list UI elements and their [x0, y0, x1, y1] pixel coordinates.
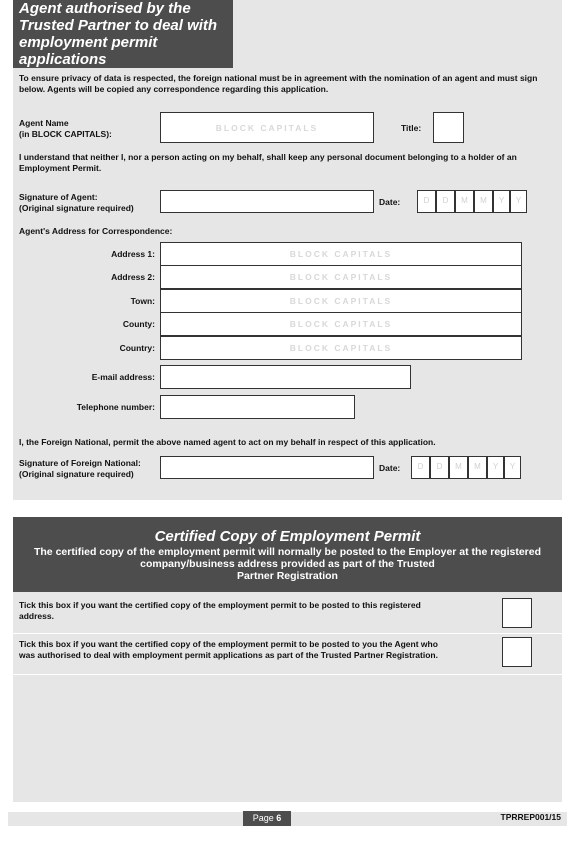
section-title-agent	[13, 0, 233, 68]
agent-name-placeholder: BLOCK CAPITALS	[215, 123, 319, 133]
title-line-1: Agent authorised by the	[19, 0, 191, 17]
agent-name-label	[19, 118, 112, 139]
fn-signature-label-line2: (Original signature required)	[19, 468, 134, 479]
county-label: County:	[122, 319, 155, 329]
understanding-statement: I understand that neither I, nor a person acting on my behalf, shall keep any personal document belonging to a holder of an Employment Permit.	[19, 152, 517, 173]
email-label: E-mail address:	[91, 372, 155, 382]
address-1-label: Address 1:	[111, 249, 155, 259]
page-number: 6	[276, 813, 282, 823]
tick-option-2-line1: Tick this box if you want the certified copy of the employment permit to be posted to you the Agent who	[19, 639, 438, 649]
fn-date-day-2[interactable]: D	[430, 456, 449, 479]
agent-date-field	[417, 190, 527, 213]
tick-option-1-line1: Tick this box if you want the certified copy of the employment permit to be posted to this registered	[19, 600, 421, 610]
fn-date-year-2[interactable]: Y	[504, 456, 521, 479]
fn-date-label: Date:	[379, 463, 401, 473]
fn-signature-field[interactable]	[160, 456, 374, 479]
fn-signature-label-line1: Signature of Foreign National:	[19, 458, 141, 468]
country-label: Country:	[119, 343, 155, 353]
certified-copy-panel	[13, 592, 562, 802]
agent-signature-label-line2: (Original signature required)	[19, 202, 134, 213]
agent-signature-label-line1: Signature of Agent:	[19, 192, 98, 202]
country-field[interactable]	[160, 336, 522, 360]
town-field[interactable]	[160, 289, 522, 313]
tick-option-2-line2: was authorised to deal with employment permit applications as part of the Trusted Partner Registration.	[19, 649, 438, 660]
agent-date-month-2[interactable]: M	[474, 190, 493, 213]
agent-date-year-1[interactable]: Y	[493, 190, 510, 213]
telephone-label: Telephone number:	[76, 402, 155, 412]
fn-signature-label	[19, 458, 141, 479]
title-line-3: employment permit	[19, 34, 158, 51]
tick-option-1-line2: address.	[19, 610, 54, 621]
fn-date-month-1[interactable]: M	[449, 456, 468, 479]
certified-copy-sub-line3: Partner Registration	[237, 570, 338, 582]
tick-divider	[13, 633, 562, 634]
town-placeholder: BLOCK CAPITALS	[289, 296, 393, 306]
agent-date-year-2[interactable]: Y	[510, 190, 527, 213]
address-2-field[interactable]	[160, 265, 522, 289]
address-2-label: Address 2:	[111, 272, 155, 282]
agent-signature-label	[19, 192, 134, 213]
fn-date-year-1[interactable]: Y	[487, 456, 504, 479]
certified-copy-title: Certified Copy of Employment Permit	[154, 528, 421, 545]
tick-option-registered-address	[19, 600, 489, 621]
address-1-placeholder: BLOCK CAPITALS	[289, 249, 393, 259]
agent-name-label-line1: Agent Name	[19, 118, 69, 128]
tick-agent-checkbox[interactable]	[502, 637, 532, 667]
agent-signature-field[interactable]	[160, 190, 374, 213]
address-1-field[interactable]	[160, 242, 522, 266]
address-2-placeholder: BLOCK CAPITALS	[289, 272, 393, 282]
title-line-4: applications	[19, 51, 107, 68]
tick-registered-address-checkbox[interactable]	[502, 598, 532, 628]
tick-option-agent	[19, 639, 499, 660]
town-label: Town:	[130, 296, 155, 306]
agent-date-day-1[interactable]: D	[417, 190, 436, 213]
page-label: Page	[252, 813, 274, 823]
county-field[interactable]	[160, 312, 522, 336]
telephone-field[interactable]	[160, 395, 355, 419]
country-placeholder: BLOCK CAPITALS	[289, 343, 393, 353]
agent-date-label: Date:	[379, 197, 401, 207]
fn-date-field	[411, 456, 521, 479]
fn-date-day-1[interactable]: D	[411, 456, 430, 479]
address-heading: Agent's Address for Correspondence:	[19, 226, 173, 236]
agent-name-field[interactable]	[160, 112, 374, 143]
permit-statement: I, the Foreign National, permit the above named agent to act on my behalf in respect of this application.	[19, 437, 436, 447]
certified-copy-sub-line2: company/business address provided as part of the Trusted	[140, 558, 435, 570]
agent-name-label-line2: (in BLOCK CAPITALS):	[19, 128, 112, 139]
title-label: Title:	[401, 123, 422, 133]
county-placeholder: BLOCK CAPITALS	[289, 319, 393, 329]
fn-date-month-2[interactable]: M	[468, 456, 487, 479]
title-line-2: Trusted Partner to deal with	[19, 17, 218, 34]
privacy-intro: To ensure privacy of data is respected, the foreign national must be in agreement with the nomination of an agent and must sign below. Agents will be copied any correspondence regarding this application.	[19, 73, 538, 94]
agent-date-day-2[interactable]: D	[436, 190, 455, 213]
title-field[interactable]	[433, 112, 464, 143]
certified-copy-header	[13, 517, 562, 592]
email-field[interactable]	[160, 365, 411, 389]
page-number-tab	[243, 811, 291, 826]
agent-date-month-1[interactable]: M	[455, 190, 474, 213]
form-reference: TPRREP001/15	[500, 812, 561, 822]
tick-divider-2	[13, 674, 562, 675]
certified-copy-sub-line1: The certified copy of the employment permit will normally be posted to the Employer at the registered	[33, 546, 541, 558]
